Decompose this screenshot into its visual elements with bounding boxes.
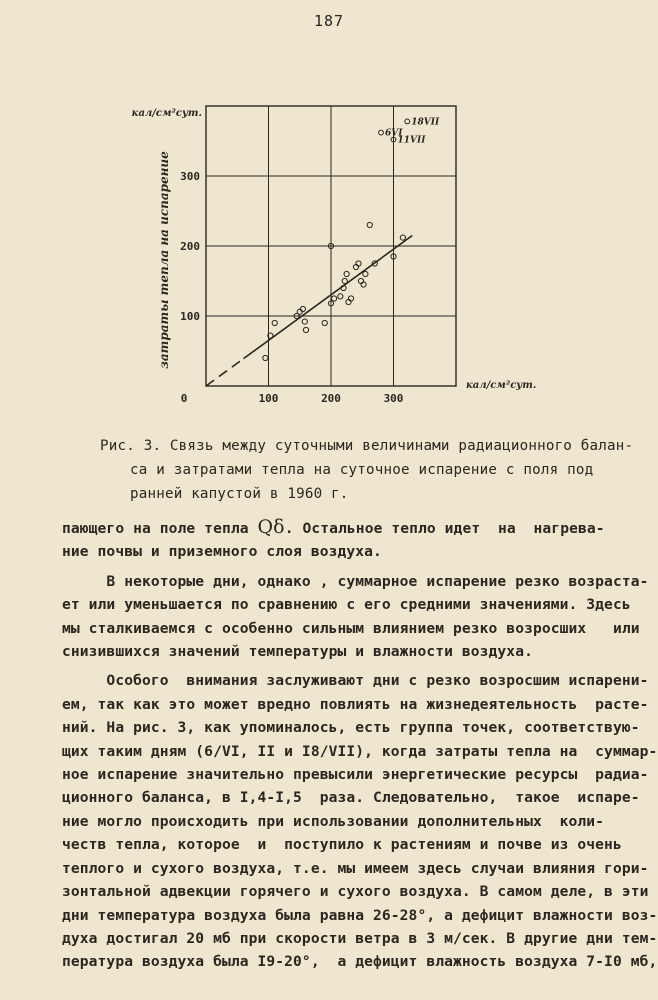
body-line-text: честв тепла, которое и поступило к растениям и почве из очень	[62, 836, 622, 854]
body-line-text: мы сталкиваемся с особенно сильным влиянием резко возросших или	[62, 619, 640, 637]
x-tick-label: 100	[258, 392, 279, 405]
y-axis-title: затраты тепла на испарение	[157, 151, 171, 369]
body-line	[62, 950, 658, 973]
data-point	[363, 271, 368, 276]
caption-line-1: Рис. 3. Связь между суточными величинами радиационного балан-	[100, 438, 634, 454]
body-line-text: ем, так как это может вредно повлиять на жизнедеятельность расте-	[62, 695, 649, 713]
body-line	[62, 786, 642, 809]
body-line	[62, 833, 642, 856]
body-line	[62, 540, 642, 563]
data-point	[367, 222, 372, 227]
data-point	[303, 327, 308, 332]
data-point	[302, 319, 307, 324]
body-line	[62, 669, 649, 692]
body-line	[62, 693, 649, 716]
q-symbol: Qδ	[257, 516, 285, 538]
outlier-point	[379, 130, 384, 135]
data-point	[272, 320, 277, 325]
figure-caption	[100, 434, 640, 506]
origin-label: 0	[180, 392, 188, 405]
body-line	[62, 740, 658, 763]
body-line	[62, 927, 658, 950]
outlier-label: 11VII	[397, 135, 426, 146]
body-line	[62, 570, 649, 593]
page-number: 187	[313, 12, 345, 30]
x-tick-label: 200	[321, 392, 341, 405]
body-line-text: ционного баланса, в I,4-I,5 раза. Следовательно, такое испаре-	[62, 789, 640, 807]
caption-line-3: ранней капустой в 1960 г.	[130, 486, 349, 502]
body-line-text: щих таким дням (6/VI, II и I8/VII), когда затраты тепла на суммар-	[62, 742, 658, 760]
body-line-text: снизившихся значений температуры и влажности воздуха.	[62, 643, 533, 661]
x-tick-label: 300	[383, 392, 404, 405]
data-point	[338, 294, 343, 299]
data-point	[342, 278, 347, 283]
body-line-text: В некоторые дни, однако , суммарное испарение резко возраста-	[62, 572, 649, 590]
outlier-label: 18VII	[411, 117, 440, 128]
data-point	[344, 271, 349, 276]
data-point	[263, 355, 268, 360]
body-line	[62, 810, 642, 833]
body-line	[62, 640, 642, 663]
body-line-text: пература воздуха была I9-20°, а дефицит влажность воздуха 7-I0 мб,	[62, 953, 658, 971]
y-tick-label: 300	[180, 170, 200, 183]
body-line-text: ний. На рис. 3, как упоминалось, есть группа точек, соответствую-	[62, 719, 640, 737]
body-line	[62, 516, 642, 540]
y-axis-unit-label: кал/см²сут.	[131, 108, 202, 119]
y-tick-label: 200	[180, 240, 200, 253]
body-line	[62, 857, 649, 880]
scatter-chart-svg	[131, 90, 537, 420]
body-line	[62, 716, 642, 739]
body-line-text-after: . Остальное тепло идет на нагрева-	[284, 520, 605, 537]
body-line-text: ние почвы и приземного слоя воздуха.	[62, 543, 382, 561]
body-line	[62, 763, 649, 786]
body-line-text: пающего на поле тепла	[62, 520, 258, 537]
body-text	[62, 516, 658, 974]
body-line-text: духа достигал 20 мб при скорости ветра в 3 м/сек. В другие дни тем-	[62, 929, 658, 947]
body-line-text: зонтальной адвекции горячего и сухого воздуха. В самом деле, в эти	[62, 883, 649, 901]
x-axis-unit-label: кал/см²сут.	[466, 380, 537, 391]
body-line-text: Особого внимания заслуживают дни с резко возросшим испарени-	[62, 672, 649, 690]
body-line-text: ние могло происходить при использовании дополнительных коли-	[62, 812, 605, 830]
regression-line-dashed	[206, 359, 244, 386]
data-point	[332, 296, 337, 301]
y-tick-label: 100	[180, 310, 200, 323]
body-line	[62, 593, 642, 616]
body-line-text: ет или уменьшается по сравнению с его средними значениями. Здесь	[62, 596, 631, 614]
outlier-label: 6VI	[385, 128, 403, 139]
caption-line-2: са и затратами тепла на суточное испарение с поля под	[130, 462, 594, 478]
outlier-point	[405, 119, 410, 124]
body-line	[62, 617, 642, 640]
body-line-text: ное испарение значительно превысили энергетические ресурсы радиа-	[62, 766, 649, 784]
data-point	[322, 320, 327, 325]
body-line-text: дни температура воздуха была равна 26-28°, а дефицит влажности воз-	[62, 906, 658, 924]
body-line	[62, 904, 658, 927]
body-line	[62, 880, 649, 903]
scatter-figure	[131, 90, 537, 420]
data-point	[400, 235, 405, 240]
body-line-text: теплого и сухого воздуха, т.е. мы имеем здесь случаи влияния гори-	[62, 859, 649, 877]
